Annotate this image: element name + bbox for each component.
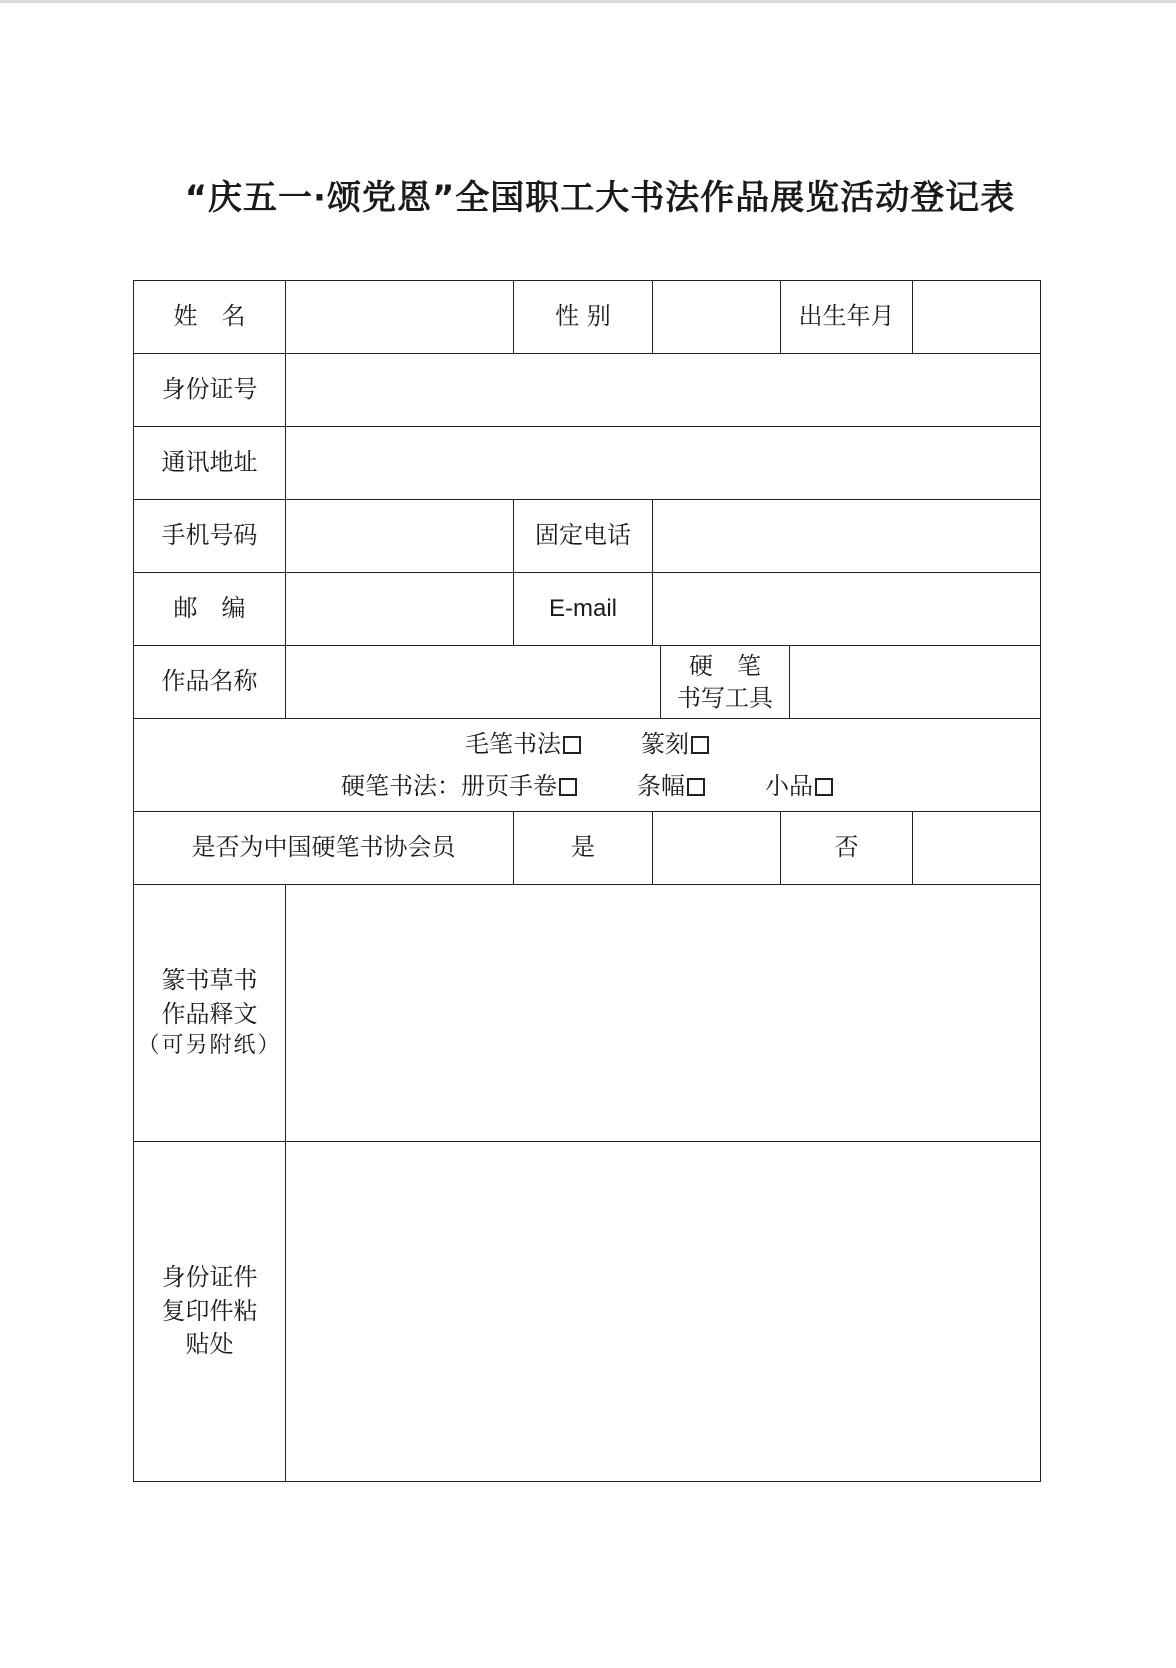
brush-calligraphy-label: 毛笔书法 (465, 730, 561, 758)
gender-field[interactable] (653, 281, 781, 354)
membership-yes-label: 是 (514, 812, 653, 885)
email-label: E-mail (514, 573, 653, 646)
hard-pen-tool-label: 硬 笔 书写工具 (661, 646, 790, 719)
birth-label: 出生年月 (781, 281, 913, 354)
small-piece-label: 小品 (765, 772, 813, 800)
hard-pen-tool-field[interactable] (790, 646, 1041, 719)
name-label: 姓 名 (134, 281, 286, 354)
work-name-label: 作品名称 (134, 646, 286, 719)
membership-question: 是否为中国硬笔书协会员 (134, 812, 514, 885)
id-copy-paste-area[interactable] (286, 1142, 1041, 1482)
address-label: 通讯地址 (134, 427, 286, 500)
row-categories (134, 719, 1041, 812)
small-piece-checkbox[interactable] (815, 778, 833, 796)
row-work-name (134, 646, 1041, 719)
scroll-label: 条幅 (637, 772, 685, 800)
category-line-2 (134, 765, 1040, 807)
album-checkbox[interactable] (559, 778, 577, 796)
address-field[interactable] (286, 427, 1041, 500)
row-id-copy (134, 1142, 1041, 1482)
top-border-line (0, 0, 1176, 3)
seal-carving-checkbox[interactable] (691, 736, 709, 754)
id-number-label: 身份证号 (134, 354, 286, 427)
work-name-field[interactable] (286, 646, 661, 719)
postcode-label: 邮 编 (134, 573, 286, 646)
category-selection (134, 719, 1041, 812)
landline-field[interactable] (653, 500, 1041, 573)
row-phones (134, 500, 1041, 573)
membership-no-label: 否 (781, 812, 913, 885)
row-address (134, 427, 1041, 500)
membership-yes-field[interactable] (653, 812, 781, 885)
postcode-field[interactable] (286, 573, 514, 646)
mobile-field[interactable] (286, 500, 514, 573)
membership-no-field[interactable] (913, 812, 1041, 885)
album-label: 册页手卷 (461, 772, 557, 800)
landline-label: 固定电话 (514, 500, 653, 573)
row-postcode-email (134, 573, 1041, 646)
registration-form (133, 280, 1041, 1482)
id-number-field[interactable] (286, 354, 1041, 427)
scroll-checkbox[interactable] (687, 778, 705, 796)
mobile-label: 手机号码 (134, 500, 286, 573)
birth-field[interactable] (913, 281, 1041, 354)
id-copy-label: 身份证件 复印件粘 贴处 (134, 1142, 286, 1482)
name-field[interactable] (286, 281, 514, 354)
interpretation-label: 篆书草书 作品释文 （可另附纸） (134, 885, 286, 1142)
interpretation-field[interactable] (286, 885, 1041, 1142)
seal-carving-label: 篆刻 (641, 730, 689, 758)
category-line-1 (134, 723, 1040, 765)
email-field[interactable] (653, 573, 1041, 646)
form-title: “庆五一·颂党恩”全国职工大书法作品展览活动登记表 (184, 178, 1016, 218)
row-interpretation (134, 885, 1041, 1142)
row-id-number (134, 354, 1041, 427)
row-membership (134, 812, 1041, 885)
hard-pen-prefix-label: 硬笔书法： (341, 772, 461, 800)
gender-label: 性 别 (514, 281, 653, 354)
row-basic-info (134, 281, 1041, 354)
brush-calligraphy-checkbox[interactable] (563, 736, 581, 754)
